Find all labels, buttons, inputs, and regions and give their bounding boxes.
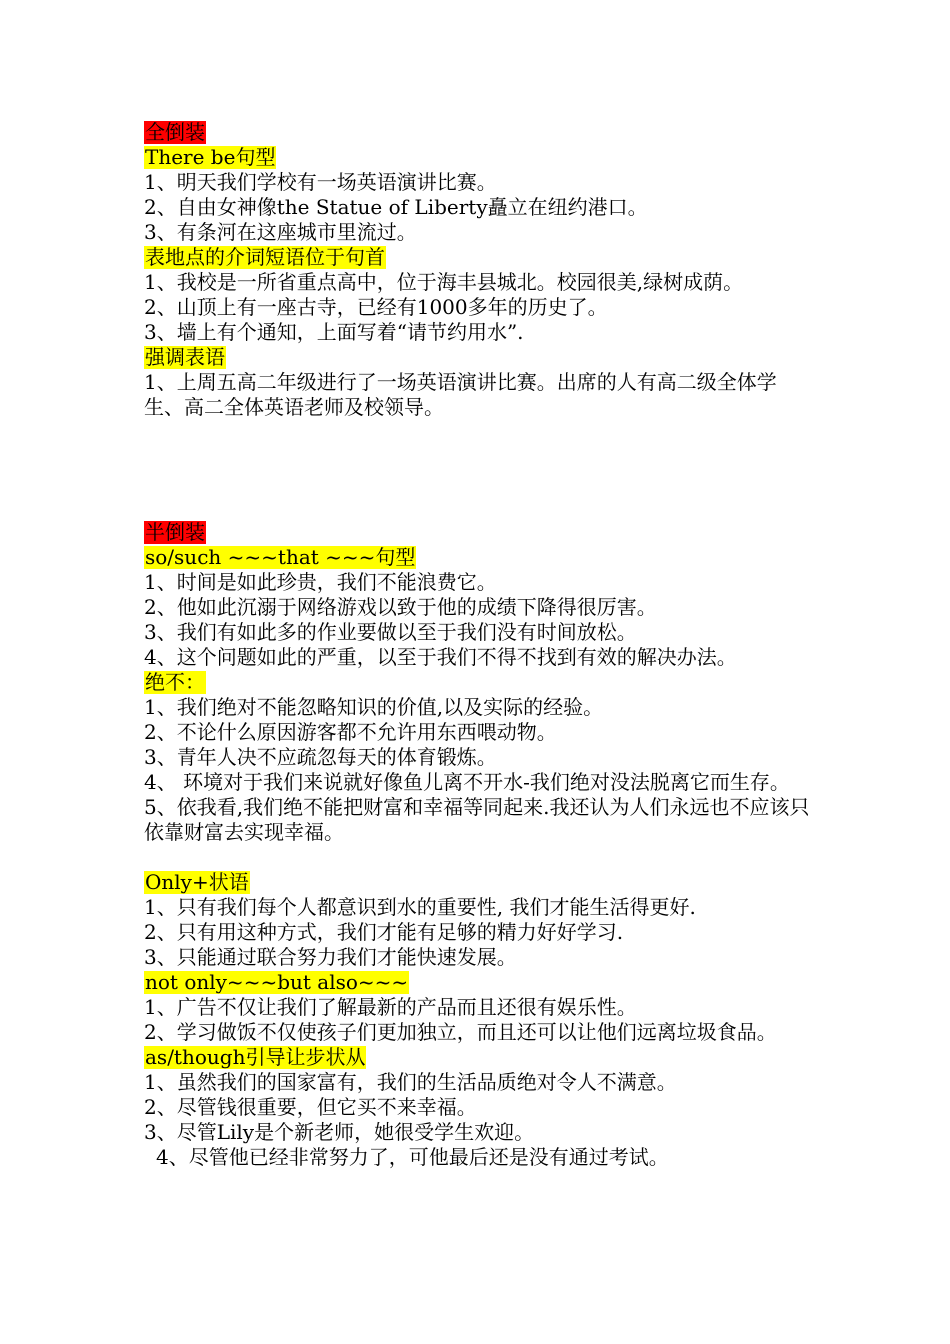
list-item: 3、只能通过联合努力我们才能快速发展。 xyxy=(144,945,517,969)
list-item: 2、学习做饭不仅使孩子们更加独立，而且还可以让他们远离垃圾食品。 xyxy=(144,1020,777,1044)
list-item: 2、只有用这种方式，我们才能有足够的精力好好学习. xyxy=(144,920,624,944)
heading-not-only-but-also: not only~~~but also~~~ xyxy=(145,970,409,994)
section-title-full-inversion: 全倒装 xyxy=(145,120,205,144)
heading-emphasize-predicative: 强调表语 xyxy=(145,345,225,369)
heading-as-though-concession: as/though引导让步状从 xyxy=(145,1045,366,1069)
list-item: 1、只有我们每个人都意识到水的重要性, 我们才能生活得更好. xyxy=(144,895,696,919)
list-item: 2、尽管钱很重要，但它买不来幸福。 xyxy=(144,1095,477,1119)
list-item: 4、 环境对于我们来说就好像鱼儿离不开水-我们绝对没法脱离它而生存。 xyxy=(144,770,790,794)
list-item: 3、青年人决不应疏忽每天的体育锻炼。 xyxy=(144,745,497,769)
list-item: 3、有条河在这座城市里流过。 xyxy=(144,220,417,244)
list-item: 1、我们绝对不能忽略知识的价值,以及实际的经验。 xyxy=(144,695,604,719)
list-item: 1、上周五高二年级进行了一场英语演讲比赛。出席的人有高二级全体学生、高二全体英语老师及校领导。 xyxy=(144,370,777,419)
heading-never: 绝不： xyxy=(145,670,205,694)
list-item: 3、尽管Lily是个新老师，她很受学生欢迎。 xyxy=(144,1120,535,1144)
list-item: 2、自由女神像the Statue of Liberty矗立在纽约港口。 xyxy=(144,195,648,219)
list-item: 2、山顶上有一座古寺，已经有1000多年的历史了。 xyxy=(144,295,608,319)
list-item: 1、时间是如此珍贵，我们不能浪费它。 xyxy=(144,570,497,594)
list-item: 4、这个问题如此的严重，以至于我们不得不找到有效的解决办法。 xyxy=(144,645,737,669)
list-item: 5、依我看,我们绝不能把财富和幸福等同起来.我还认为人们永远也不应该只依靠财富去实现幸福。 xyxy=(144,795,810,844)
heading-prepositional-phrase: 表地点的介词短语位于句首 xyxy=(145,245,385,269)
heading-only-adverbial: Only+状语 xyxy=(145,870,249,894)
list-item: 2、不论什么原因游客都不允许用东西喂动物。 xyxy=(144,720,557,744)
list-item: 1、明天我们学校有一场英语演讲比赛。 xyxy=(144,170,497,194)
list-item: 1、虽然我们的国家富有，我们的生活品质绝对令人不满意。 xyxy=(144,1070,677,1094)
list-item: 4、尽管他已经非常努力了，可他最后还是没有通过考试。 xyxy=(156,1145,669,1169)
section-title-partial-inversion: 半倒装 xyxy=(145,520,205,544)
heading-there-be: There be句型 xyxy=(145,145,276,169)
list-item: 2、他如此沉溺于网络游戏以致于他的成绩下降得很厉害。 xyxy=(144,595,657,619)
list-item: 1、我校是一所省重点高中，位于海丰县城北。校园很美,绿树成荫。 xyxy=(144,270,744,294)
list-item: 1、广告不仅让我们了解最新的产品而且还很有娱乐性。 xyxy=(144,995,637,1019)
list-item: 3、墙上有个通知，上面写着“请节约用水”. xyxy=(144,320,524,344)
heading-so-such-that: so/such ~~~that ~~~句型 xyxy=(145,545,416,569)
list-item: 3、我们有如此多的作业要做以至于我们没有时间放松。 xyxy=(144,620,637,644)
document-page xyxy=(144,120,824,1170)
